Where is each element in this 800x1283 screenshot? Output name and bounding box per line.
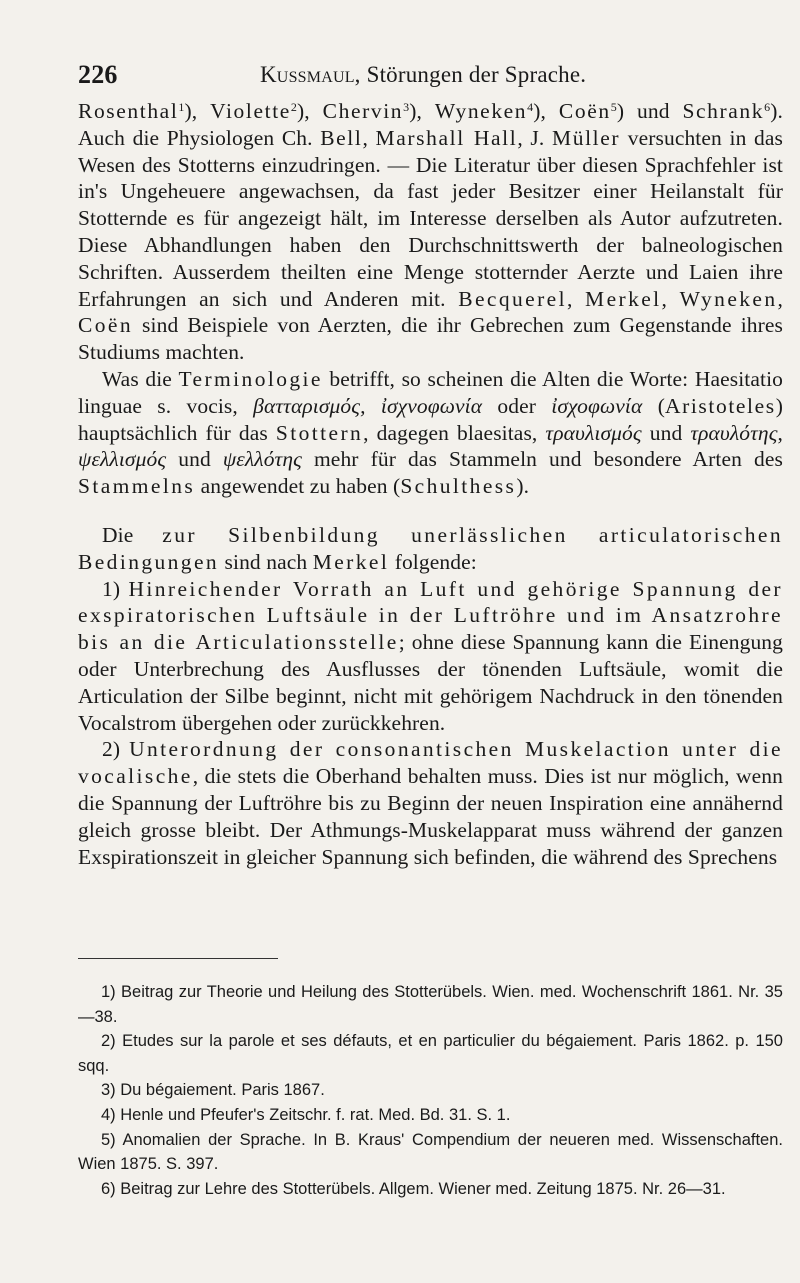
text-run: ), xyxy=(184,99,211,123)
footnote-6: 6) Beitrag zur Lehre des Stotterübels. Allgem. Wiener med. Zeitung 1875. Nr. 26—31. xyxy=(101,1179,726,1198)
footnote-ref: 4 xyxy=(527,100,534,114)
text-run: , xyxy=(777,420,784,445)
footnote-2: 2) Etudes sur la parole et ses défauts, et en particulier du bégaiement. Paris 1862. p. 150 sqq. xyxy=(78,1032,783,1075)
footnote-ref: 5 xyxy=(610,100,617,114)
text-run: mehr für das Stammeln und besondere Arten des xyxy=(301,447,783,472)
text-run: folgende: xyxy=(389,549,477,574)
name-bell: Bell xyxy=(320,125,363,150)
footnote-5: 5) Anomalien der Sprache. In B. Kraus' Compendium der neueren med. Wissenschaften. Wien 1875. S. 397. xyxy=(78,1130,783,1174)
greek-term: τραυλότης xyxy=(690,420,778,445)
term-stottern: Stottern xyxy=(275,420,364,445)
text-run: sind Beispiele von Aerzten, die ihr Gebrechen zum Gegenstande ihres Studiums machten. xyxy=(78,313,783,365)
text-run: sind nach xyxy=(219,549,313,574)
footnote-3: 3) Du bégaiement. Paris 1867. xyxy=(101,1081,325,1100)
text-run: und xyxy=(641,420,691,445)
term-bedingungen: zur Silbenbildung unerlässlichen articulatorischen Bedingungen xyxy=(78,522,783,574)
header-author: Kussmaul xyxy=(260,62,355,87)
text-run: oder xyxy=(482,393,552,418)
text-run: , xyxy=(661,286,680,311)
text-run: , xyxy=(517,125,523,150)
body-text xyxy=(78,98,783,870)
footnotes xyxy=(78,980,783,1201)
text-run: , xyxy=(362,125,376,150)
text-run: und xyxy=(637,99,683,123)
header-title: , Störungen der Sprache. xyxy=(354,62,587,87)
name-chervin: Chervin xyxy=(322,99,404,123)
paragraph-terminology xyxy=(78,366,783,500)
footnote-1: 1) Beitrag zur Theorie und Heilung des Stotterübels. Wien. med. Wochenschrift 1861. Nr. 35—38. xyxy=(78,983,783,1026)
name-becquerel: Becquerel xyxy=(458,286,567,311)
running-header xyxy=(78,60,788,90)
text-run: ), xyxy=(409,99,435,123)
text-run: angewendet zu haben ( xyxy=(195,474,401,499)
text-run: , die stets die Oberhand behalten muss. Dies ist nur möglich, wenn die Spannung der Luftröhre bis zu Beginn der neuen Inspiration eine annähernd gleich grosse bleibt. Der Athmungs-Muskelapparat muss während der ganzen Exspirationszeit in gleicher Spannung sich befinden, die während des Sprechens xyxy=(78,764,783,869)
condition-1-heading: Hinreichender Vorrath an Luft und gehörige Spannung der exspiratorischen Luftsäule in der Luftröhre und im Ansatzrohre bis an die Articulationsstelle xyxy=(78,576,783,655)
text-run: ) hauptsächlich für das xyxy=(78,393,783,445)
text-run: Was die xyxy=(102,366,179,391)
text-run: ) xyxy=(616,99,625,123)
text-run: ( xyxy=(642,393,665,418)
condition-2-heading: Unterordnung der consonantischen Muskelaction unter die vocalische xyxy=(78,737,784,789)
paragraph-condition-1 xyxy=(78,576,783,737)
text-run: Die xyxy=(102,522,163,547)
text-run: , dagegen blaesitas, xyxy=(363,420,546,445)
text-run: betrifft, so scheinen die Alten die Worte: Haesitatio linguae s. vocis, xyxy=(78,366,783,418)
page-number: 226 xyxy=(78,60,118,89)
name-violette: Violette xyxy=(210,99,291,123)
name-merkel-2: Merkel xyxy=(312,549,390,574)
name-mueller: Müller xyxy=(552,125,621,150)
greek-term: ψελλισμός xyxy=(78,447,167,472)
footnote-ref: 2 xyxy=(290,100,298,114)
greek-term: βατταρισμός, ἰσχνοφωνία xyxy=(253,393,483,418)
text-run: J. xyxy=(530,125,552,150)
text-run: ). xyxy=(516,474,530,499)
footnote-4: 4) Henle und Pfeufer's Zeitschr. f. rat. Med. Bd. 31. S. 1. xyxy=(101,1105,511,1124)
name-schrank: Schrank xyxy=(682,99,765,123)
name-schulthess: Schulthess xyxy=(400,474,517,499)
text-run: , xyxy=(777,286,783,311)
text-run: ; ohne diese Spannung kann die Einengung oder Unterbrechung des Ausflusses der tönenden Luftsäule, womit die Articulation der Silbe beginnt, nicht mit gehörigem Nachdruck in den tönenden Vocalstrom übergehen oder zurückkehren. xyxy=(78,630,784,735)
text-run: ). Auch die Physiologen Ch. xyxy=(78,99,783,150)
term-stammelns: Stammelns xyxy=(78,474,196,499)
text-run: ), xyxy=(297,99,323,123)
paragraph-conditions-intro xyxy=(78,522,783,576)
paragraph-condition-2 xyxy=(78,736,783,870)
name-merkel: Merkel xyxy=(585,286,662,311)
greek-term: τραυλισμός xyxy=(545,420,642,445)
footnote-ref: 1 xyxy=(178,100,185,114)
name-coen-2: Coën xyxy=(78,313,133,338)
name-wyneken-2: Wyneken xyxy=(679,286,778,311)
text-run: ), xyxy=(533,99,559,123)
greek-term: ἰσχοφωνία xyxy=(551,393,643,418)
name-aristoteles: Aristoteles xyxy=(664,393,776,418)
footnote-rule xyxy=(78,958,278,959)
running-title xyxy=(260,62,586,88)
text-run: versuchten in das Wesen des Stotterns einzudringen. — Die Literatur über diesen Sprachfehler ist in's Ungeheuere angewachsen, da fast jeder Besitzer einer Heilanstalt für Stotternde es für angezeigt hält, im Interesse derselben als Autor aufzutreten. Diese Abhandlungen haben den Durchschnittswerth der balneologischen Schriften. Ausserdem theilten eine Menge stotternder Aerzte und Laien ihre Erfahrungen an sich und Anderen mit. xyxy=(78,125,784,311)
name-wyneken: Wyneken xyxy=(434,99,528,123)
name-marshall-hall: Marshall Hall xyxy=(375,125,518,150)
text-run: und xyxy=(166,447,223,472)
list-number: 1) xyxy=(102,576,129,601)
footnote-ref: 6 xyxy=(764,100,771,114)
list-number: 2) xyxy=(102,737,130,762)
paragraph-gap xyxy=(78,500,783,522)
text-run: , xyxy=(566,286,586,311)
paragraph-literature xyxy=(78,98,783,366)
greek-term: ψελλότης xyxy=(222,447,302,472)
footnote-ref: 3 xyxy=(403,100,410,114)
name-coen: Coën xyxy=(558,99,611,123)
term-terminologie: Terminologie xyxy=(178,366,323,391)
name-rosenthal: Rosenthal xyxy=(78,99,179,123)
